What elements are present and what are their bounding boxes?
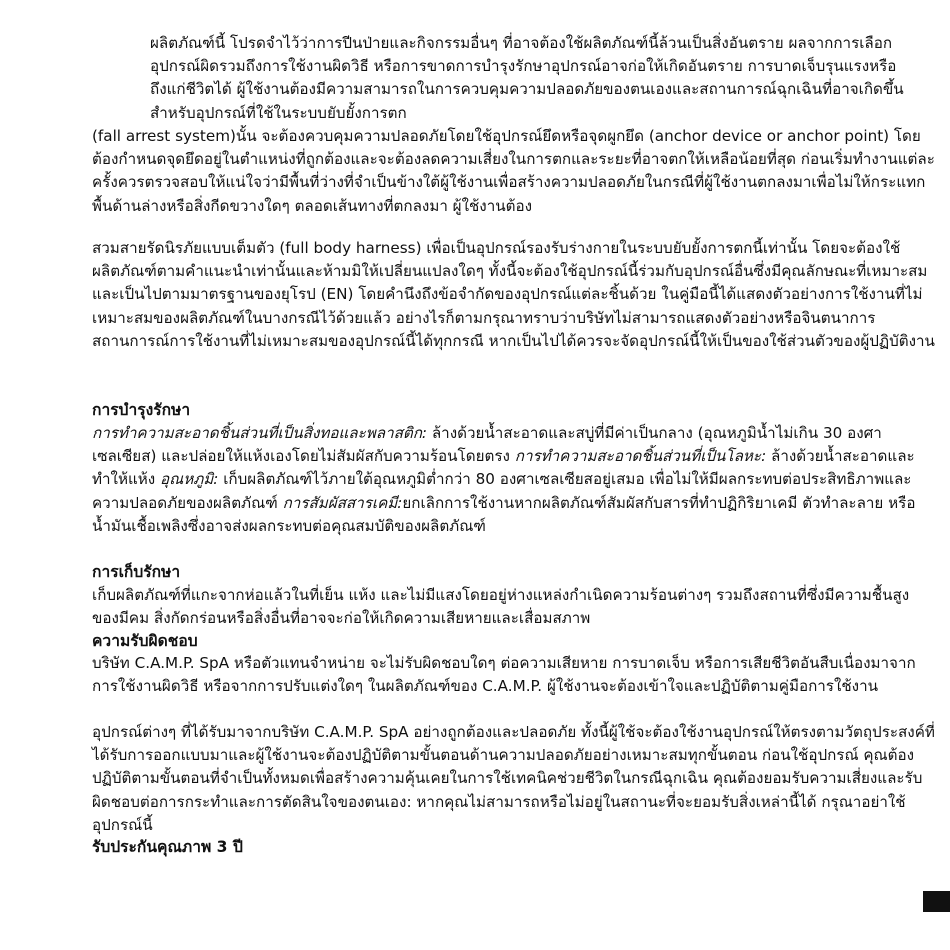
heading-warranty: รับประกันคุณภาพ 3 ปี	[92, 838, 243, 856]
liability-paragraph-2: อุปกรณ์ต่างๆ ที่ได้รับมาจากบริษัท C.A.M.P. SpA อย่างถูกต้องและปลอดภัย ทั้งนี้ผู้ใช้จะต้องใช้งานอุปกรณ์ให้ตรงตามวัตถุประสงค์ที่ได้รับการออกแบบมาและผู้ใช้งานจะต้องปฏิบัติตามขั้นตอนด้านความปลอดภัยอย่างเหมาะสมทุกขั้นตอน ก่อนใช้อุปกรณ์ คุณต้องปฏิบัติตามขั้นตอนที่จำเป็นทั้งหมดเพื่อสร้างความคุ้นเคยในการใช้เทคนิคช่วยชีวิตในกรณีฉุกเฉิน คุณต้องยอมรับความเสี่ยงและรับผิดชอบต่อการกระทำและการตัดสินใจของตนเอง: หากคุณไม่สามารถหรือไม่อยู่ในสถานะที่จะยอมรับสิ่งเหล่านี้ได้ กรุณาอย่าใช้อุปกรณ์นี้	[92, 723, 935, 834]
maint-temperature-label: อุณหภูมิ:	[160, 470, 219, 489]
harness-paragraph: สวมสายรัดนิรภัยแบบเต็มตัว (full body harness) เพื่อเป็นอุปกรณ์รองรับร่างกายในระบบยับยั้งการตกนี้เท่านั้น โดยจะต้องใช้ผลิตภัณฑ์ตามคำแนะนำเท่านั้นและห้ามมิให้เปลี่ยนแปลงใดๆ ทั้งนี้จะต้องใช้อุปกรณ์นี้ร่วมกับอุปกรณ์อื่นซึ่งมีคุณลักษณะที่เหมาะสมและเป็นไปตามมาตรฐานของยุโรป (EN) โดยคำนึงถึงข้อจำกัดของอุปกรณ์แต่ละชิ้นด้วย ในคู่มือนี้ได้แสดงตัวอย่างการใช้งานที่ไม่เหมาะสมของผลิตภัณฑ์ในบางกรณีไว้ด้วยแล้ว อย่างไรก็ตามกรุณาทราบว่าบริษัทไม่สามารถแสดงตัวอย่างหรือจินตนาการสถานการณ์การใช้งานที่ไม่เหมาะสมของอุปกรณ์นี้ได้ทุกกรณี หากเป็นไปได้ควรจะจัดอุปกรณ์นี้ให้เป็นของใช้ส่วนตัวของผู้ปฏิบัติงาน	[92, 239, 935, 350]
heading-maintenance: การบำรุงรักษา	[92, 401, 191, 419]
page-edge-tab	[923, 891, 950, 912]
maint-cleaning-textile-label: การทำความสะอาดชิ้นส่วนที่เป็นสิ่งทอและพลาสติก:	[92, 424, 428, 442]
fall-arrest-paragraph: (fall arrest system)นั้น จะต้องควบคุมความปลอดภัยโดยใช้อุปกรณ์ยึดหรือจุดผูกยึด (anchor device or anchor point) โดยต้องกำหนดจุดยึดอยู่ในตำแหน่งที่ถูกต้องและจะต้องลดความเสี่ยงในการตกและระยะที่อาจตกให้เหลือน้อยที่สุด ก่อนเริ่มทำงานแต่ละครั้งควรตรวจสอบให้แน่ใจว่ามีพื้นที่ว่างที่จำเป็นข้างใต้ผู้ใช้งานเพื่อสร้างความปลอดภัยในกรณีที่ผู้ใช้งานตกลงมาเพื่อไม่ให้กระแทกพื้นด้านล่างหรือสิ่งกีดขวางใดๆ ตลอดเส้นทางที่ตกลงมา ผู้ใช้งานต้อง	[92, 127, 935, 215]
maint-cleaning-textile-text: ล้างด้วยน้ำสะอาดและสบู่ที่มีค่าเป็นกลาง (อุณหภูมิน้ำไม่เกิน 30 องศาเซลเซียส) และปล่อยให้แห้งเองโดยไม่สัมผัสกับความร้อนโดยตรง	[92, 424, 882, 466]
maint-chemical-label: การสัมผัสสารเคมี:	[282, 493, 403, 512]
maint-cleaning-metal-text: ล้างด้วยน้ำสะอาดและทำให้แห้ง	[92, 447, 915, 489]
storage-paragraph: เก็บผลิตภัณฑ์ที่แกะจากห่อแล้วในที่เย็น แห้ง และไม่มีแสงโดยอยู่ห่างแหล่งกำเนิดความร้อนต่างๆ รวมถึงสถานที่ซึ่งมีความชื้นสูง ของมีคม สิ่งกัดกร่อนหรือสิ่งอื่นที่อาจจะก่อให้เกิดความเสียหายและเสื่อมสภาพ	[92, 586, 910, 628]
liability-paragraph-1: บริษัท C.A.M.P. SpA หรือตัวแทนจำหน่าย จะไม่รับผิดชอบใดๆ ต่อความเสียหาย การบาดเจ็บ หรือการเสียชีวิตอันสืบเนื่องมาจากการใช้งานผิดวิธี หรือจากการปรับแต่งใดๆ ในผลิตภัณฑ์ของ C.A.M.P. ผู้ใช้งานจะต้องเข้าใจและปฏิบัติตามคู่มือการใช้งาน	[92, 654, 916, 696]
maint-chemical-text: ยกเลิกการใช้งานหากผลิตภัณฑ์สัมผัสกับสารที่ทำปฏิกิริยาเคมี ตัวทำละลาย หรือน้ำมันเชื้อเพลิงซึ่งอาจส่งผลกระทบต่อคุณสมบัติของผลิตภัณฑ์	[92, 493, 916, 535]
maint-temperature-text: เก็บผลิตภัณฑ์ไว้ภายใต้อุณหภูมิต่ำกว่า 80 องศาเซลเซียสอยู่เสมอ เพื่อไม่ให้มีผลกระทบต่อประสิทธิภาพและความปลอดภัยของผลิตภัณฑ์	[92, 470, 912, 512]
intro-paragraph: ผลิตภัณฑ์นี้ โปรดจำไว้ว่าการปีนป่ายและกิจกรรมอื่นๆ ที่อาจต้องใช้ผลิตภัณฑ์นี้ล้วนเป็นสิ่งอันตราย ผลจากการเลือกอุปกรณ์ผิดรวมถึงการใช้งานผิดวิธี หรือการขาดการบำรุงรักษาอุปกรณ์อาจก่อให้เกิดอันตราย การบาดเจ็บรุนแรงหรือถึงแก่ชีวิตได้ ผู้ใช้งานต้องมีความสามารถในการควบคุมความปลอดภัยของตนเองและสถานการณ์ฉุกเฉินที่อาจเกิดขึ้น สำหรับอุปกรณ์ที่ใช้ในระบบยับยั้งการตก	[150, 34, 904, 122]
maintenance-paragraph	[92, 422, 940, 538]
heading-liability: ความรับผิดชอบ	[92, 632, 198, 650]
heading-storage: การเก็บรักษา	[92, 563, 181, 581]
maint-cleaning-metal-label: การทำความสะอาดชิ้นส่วนที่เป็นโลหะ:	[514, 447, 767, 466]
